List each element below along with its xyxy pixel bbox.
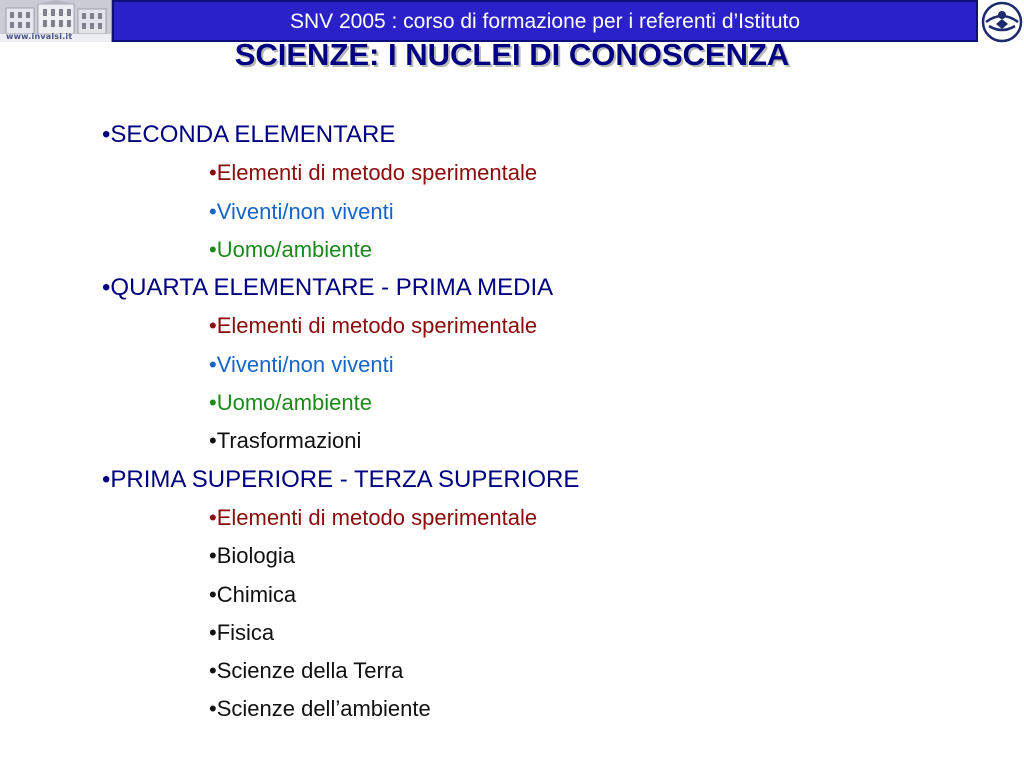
list-item: •Elementi di metodo sperimentale — [209, 504, 538, 530]
list-heading: •SECONDA ELEMENTARE — [102, 121, 396, 148]
list-item: •Fisica — [209, 619, 275, 645]
list-item: •Viventi/non viventi — [209, 198, 394, 224]
list-item: •Chimica — [209, 581, 297, 607]
list-item: •Uomo/ambiente — [209, 390, 373, 416]
list-item: •Scienze dell’ambiente — [209, 696, 431, 722]
list-item: •Viventi/non viventi — [209, 351, 394, 377]
list-item: •Uomo/ambiente — [209, 236, 373, 262]
list-item: •Scienze della Terra — [209, 658, 404, 684]
list-item: •Biologia — [209, 543, 295, 569]
content-list — [102, 116, 982, 729]
slide-title: SCIENZE: I NUCLEI DI CONOSCENZA — [234, 37, 790, 72]
logo-caption: www.invalsi.it — [6, 32, 73, 41]
list-item: •Elementi di metodo sperimentale — [209, 160, 538, 186]
list-item: •Elementi di metodo sperimentale — [209, 313, 538, 339]
list-heading: •QUARTA ELEMENTARE - PRIMA MEDIA — [102, 274, 554, 302]
list-item: •Trasformazioni — [209, 428, 362, 454]
header-title: SNV 2005 : corso di formazione per i referenti d’Istituto — [289, 10, 801, 33]
list-heading: •PRIMA SUPERIORE - TERZA SUPERIORE — [102, 465, 580, 493]
